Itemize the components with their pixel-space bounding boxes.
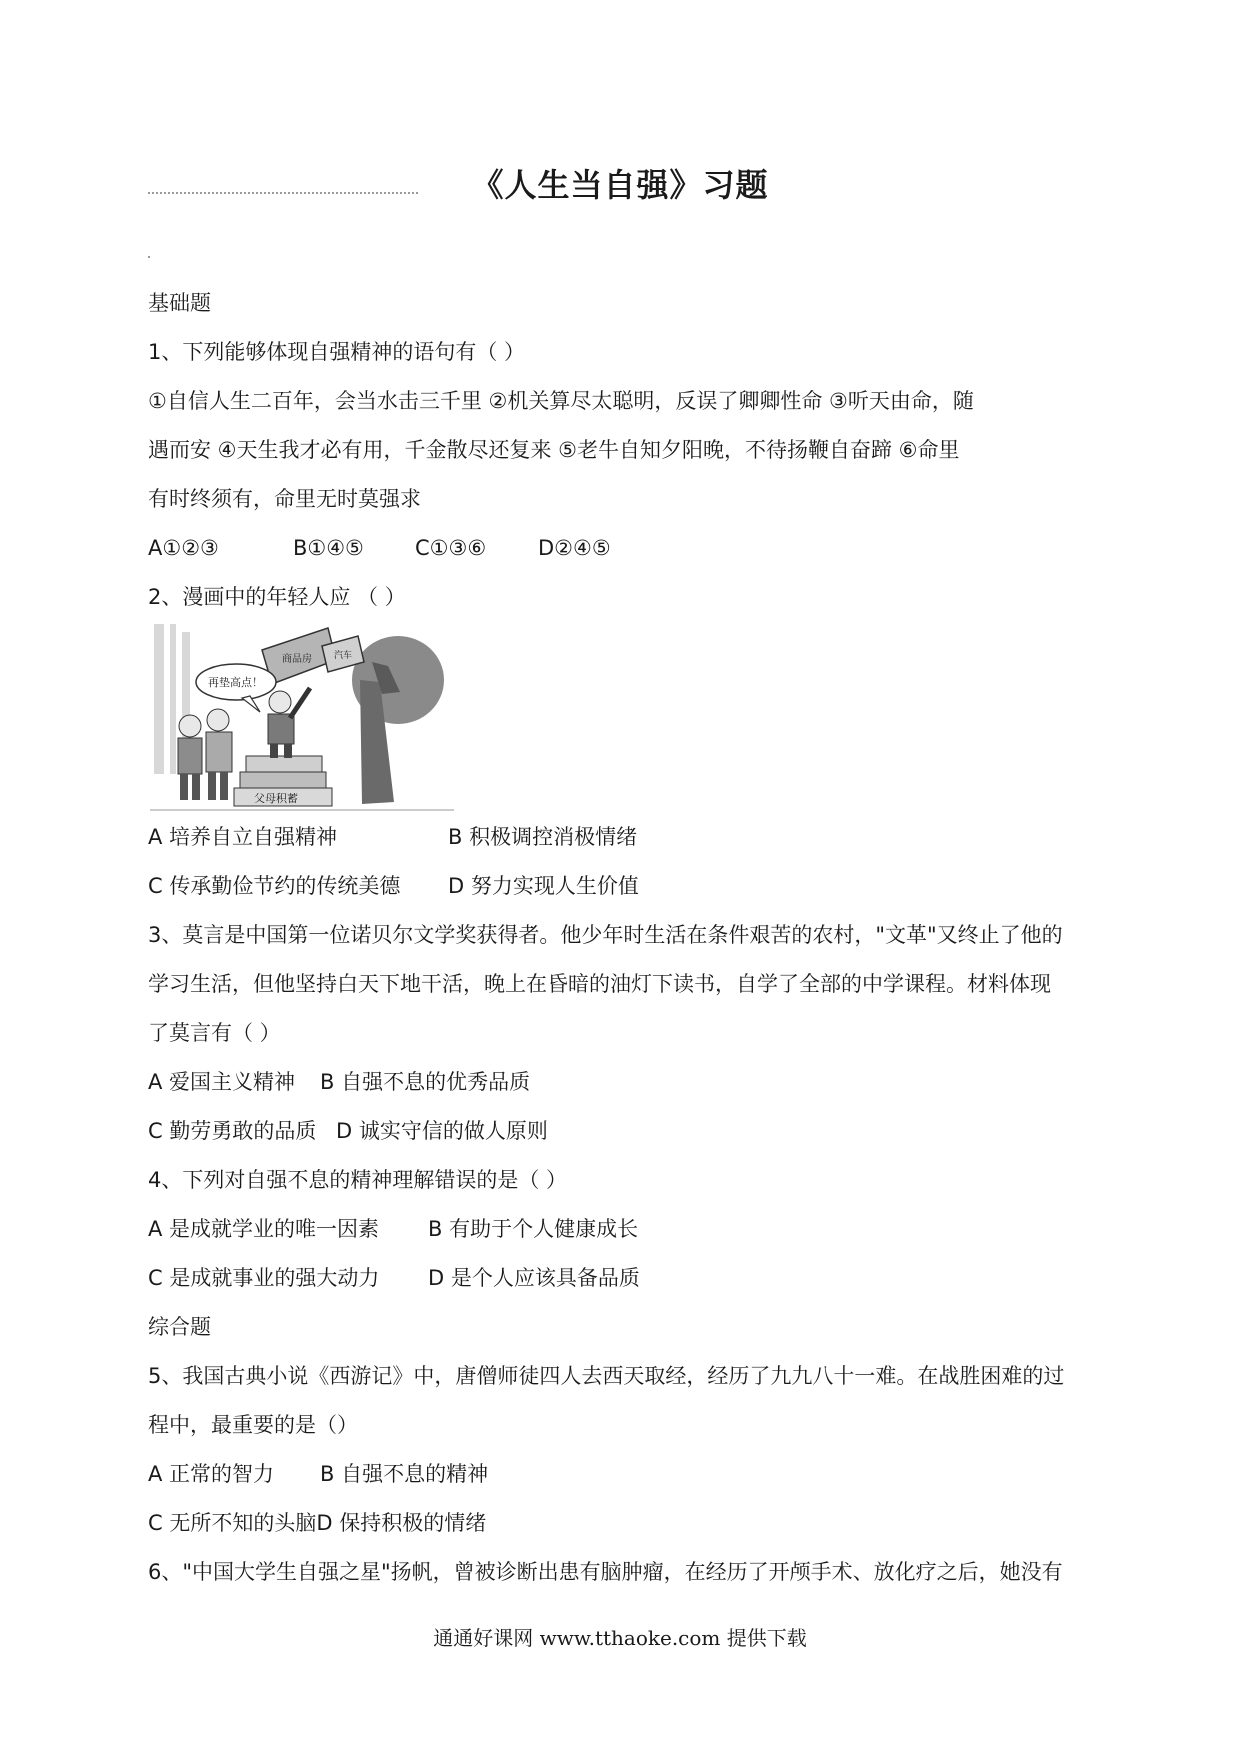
q4-option-b: B 有助于个人健康成长: [428, 1217, 639, 1241]
q3-option-a: A 爱国主义精神: [148, 1070, 296, 1094]
q1-stem: 1、下列能够体现自强精神的语句有（ ）: [148, 340, 526, 364]
section-comprehensive: 综合题: [148, 1315, 211, 1339]
q2-options-row1: [148, 822, 1108, 852]
page-footer: 通通好课网 www.tthaoke.com 提供下载: [433, 1626, 807, 1650]
comic-illustration: [150, 622, 454, 814]
q2-option-d: D 努力实现人生价值: [448, 874, 639, 898]
q2-option-b: B 积极调控消极情绪: [448, 825, 638, 849]
small-dot: [148, 256, 150, 258]
car-box-label: 汽车: [334, 651, 353, 661]
q5-text-line2: 程中，最重要的是（）: [148, 1413, 358, 1437]
q5-option-b: B 自强不息的精神: [320, 1462, 489, 1486]
q1-text-line1: ①自信人生二百年，会当水击三千里 ②机关算尽太聪明，反误了卿卿性命 ③听天由命，随: [148, 389, 974, 413]
q2-options-row2: [148, 871, 1108, 901]
section-basic: 基础题: [148, 291, 211, 315]
page-title: 《人生当自强》习题: [471, 166, 769, 204]
q4-options-row1: [148, 1214, 1108, 1244]
savings-label: 父母积蓄: [254, 792, 298, 805]
q2-stem: 2、漫画中的年轻人应 （ ）: [148, 585, 406, 609]
q4-stem: 4、下列对自强不息的精神理解错误的是（ ）: [148, 1168, 568, 1192]
savings-stack: [234, 756, 332, 806]
q4-option-a: A 是成就学业的唯一因素: [148, 1217, 380, 1241]
q1-options: [148, 533, 1108, 563]
q4-option-d: D 是个人应该具备品质: [428, 1266, 640, 1290]
q4-options-row2: [148, 1263, 1108, 1293]
speech-bubble-text: 再垫高点！: [208, 676, 263, 689]
q5-option-c: C 无所不知的头脑: [148, 1511, 317, 1535]
q2-option-c: C 传承勤俭节约的传统美德: [148, 874, 401, 898]
house-box-label: 商品房: [282, 654, 312, 665]
q1-text-line3: 有时终须有，命里无时莫强求: [148, 487, 421, 511]
q1-option-a: A①②③: [148, 536, 219, 560]
q5-options-row1: [148, 1459, 1108, 1489]
q3-text-line3: 了莫言有（ ）: [148, 1021, 281, 1045]
q1-text-line2: 遇而安 ④天生我才必有用，千金散尽还复来 ⑤老牛自知夕阳晚，不待扬鞭自奋蹄 ⑥命里: [148, 438, 960, 462]
q3-option-c: C 勤劳勇敢的品质: [148, 1119, 317, 1143]
q3-option-b: B 自强不息的优秀品质: [320, 1070, 531, 1094]
q5-options-row2: [148, 1508, 1108, 1538]
q1-option-c: C①③⑥: [415, 536, 487, 560]
q3-options-row1: [148, 1067, 1108, 1097]
q5-option-d: D 保持积极的情绪: [316, 1511, 487, 1535]
q5-option-a: A 正常的智力: [148, 1462, 275, 1486]
q1-option-d: D②④⑤: [538, 536, 611, 560]
q2-option-a: A 培养自立自强精神: [148, 825, 338, 849]
q6-text-line1: 6、"中国大学生自强之星"扬帆，曾被诊断出患有脑肿瘤，在经历了开颅手术、放化疗之后，她没有: [148, 1560, 1063, 1584]
q4-option-c: C 是成就事业的强大动力: [148, 1266, 380, 1290]
q3-text-line2: 学习生活，但他坚持白天下地干活，晚上在昏暗的油灯下读书，自学了全部的中学课程。材料体现: [148, 972, 1051, 996]
q3-text-line1: 3、莫言是中国第一位诺贝尔文学奖获得者。他少年时生活在条件艰苦的农村，"文革"又终止了他的: [148, 923, 1063, 947]
q5-text-line1: 5、我国古典小说《西游记》中，唐僧师徒四人去西天取经，经历了九九八十一难。在战胜困难的过: [148, 1364, 1065, 1388]
q3-option-d: D 诚实守信的做人原则: [336, 1119, 548, 1143]
q3-options-row2: [148, 1116, 1108, 1146]
q1-option-b: B①④⑤: [293, 536, 364, 560]
